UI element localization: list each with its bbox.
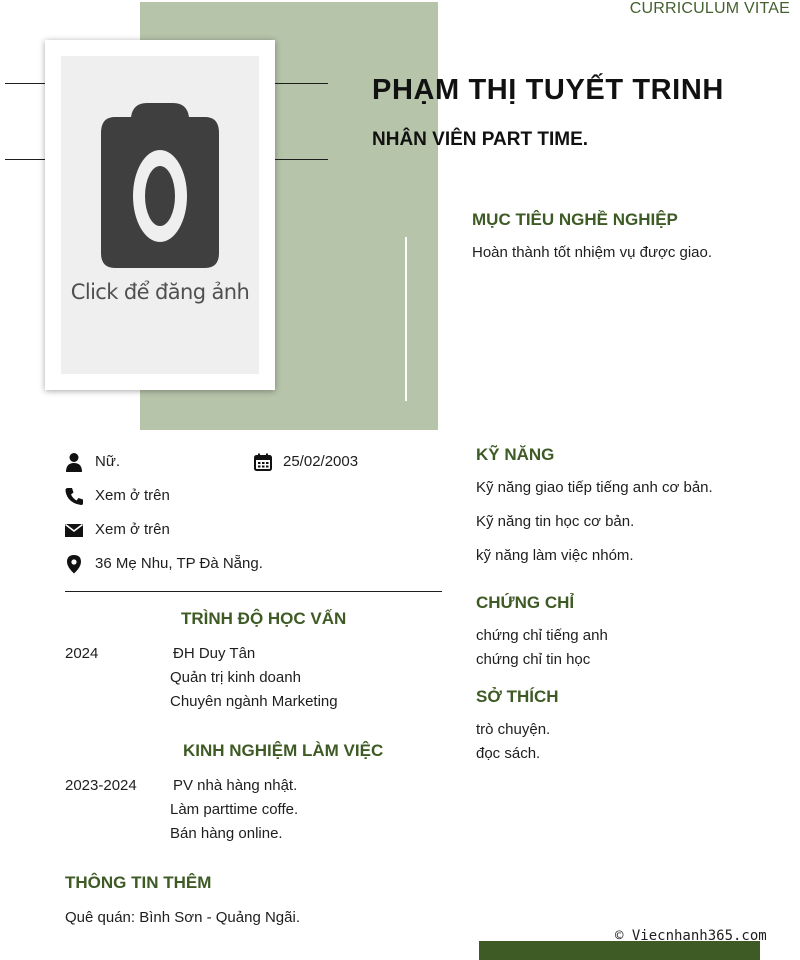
- experience-line: Bán hàng online.: [170, 825, 283, 842]
- gender-text: Nữ.: [95, 453, 121, 470]
- phone-text: Xem ở trên: [95, 487, 170, 504]
- person-icon: [64, 452, 84, 472]
- education-title: TRÌNH ĐỘ HỌC VẤN: [181, 609, 347, 628]
- email-text: Xem ở trên: [95, 521, 170, 538]
- certificate-item: chứng chỉ tiếng anh: [476, 627, 608, 644]
- additional-info-text: Quê quán: Bình Sơn - Quảng Ngãi.: [65, 909, 300, 926]
- education-year: 2024: [65, 645, 99, 662]
- skill-item: Kỹ năng giao tiếp tiếng anh cơ bản.: [476, 479, 713, 496]
- location-pin-icon: [64, 554, 84, 574]
- experience-line: PV nhà hàng nhật.: [173, 777, 298, 794]
- candidate-name: PHẠM THỊ TUYẾT TRINH: [372, 74, 724, 106]
- education-line: ĐH Duy Tân: [173, 645, 256, 662]
- phone-icon: [64, 486, 84, 506]
- camera-icon: [101, 103, 219, 273]
- contact-divider: [65, 591, 442, 592]
- photo-upload-area[interactable]: [61, 56, 259, 374]
- decorative-vertical-line: [405, 237, 407, 401]
- education-line: Chuyên ngành Marketing: [170, 693, 338, 710]
- certificate-item: chứng chỉ tin học: [476, 651, 591, 668]
- additional-info-title: THÔNG TIN THÊM: [65, 873, 212, 892]
- experience-year: 2023-2024: [65, 777, 137, 794]
- photo-frame: [45, 40, 275, 390]
- objective-title: MỤC TIÊU NGHỀ NGHIỆP: [472, 210, 678, 229]
- education-line: Quản trị kinh doanh: [170, 669, 301, 686]
- cv-label: CURRICULUM VITAE: [629, 0, 790, 17]
- experience-line: Làm parttime coffe.: [170, 801, 299, 818]
- experience-title: KINH NGHIỆM LÀM VIỆC: [183, 741, 384, 760]
- hobby-item: đọc sách.: [476, 745, 541, 762]
- mail-icon: [64, 520, 84, 540]
- skills-title: KỸ NĂNG: [476, 445, 555, 464]
- candidate-position: NHÂN VIÊN PART TIME.: [372, 129, 589, 150]
- certificates-title: CHỨNG CHỈ: [476, 593, 575, 612]
- skill-item: kỹ năng làm việc nhóm.: [476, 547, 634, 564]
- hobby-item: trò chuyện.: [476, 721, 551, 738]
- calendar-icon: [253, 452, 273, 472]
- birthdate-text: 25/02/2003: [283, 453, 359, 470]
- hobbies-title: SỞ THÍCH: [476, 687, 559, 706]
- watermark: © Viecnhanh365.com: [615, 928, 767, 944]
- photo-caption: Click để đăng ảnh: [70, 280, 250, 304]
- skill-item: Kỹ năng tin học cơ bản.: [476, 513, 635, 530]
- address-text: 36 Mẹ Nhu, TP Đà Nẵng.: [95, 555, 263, 572]
- objective-text: Hoàn thành tốt nhiệm vụ được giao.: [472, 244, 713, 261]
